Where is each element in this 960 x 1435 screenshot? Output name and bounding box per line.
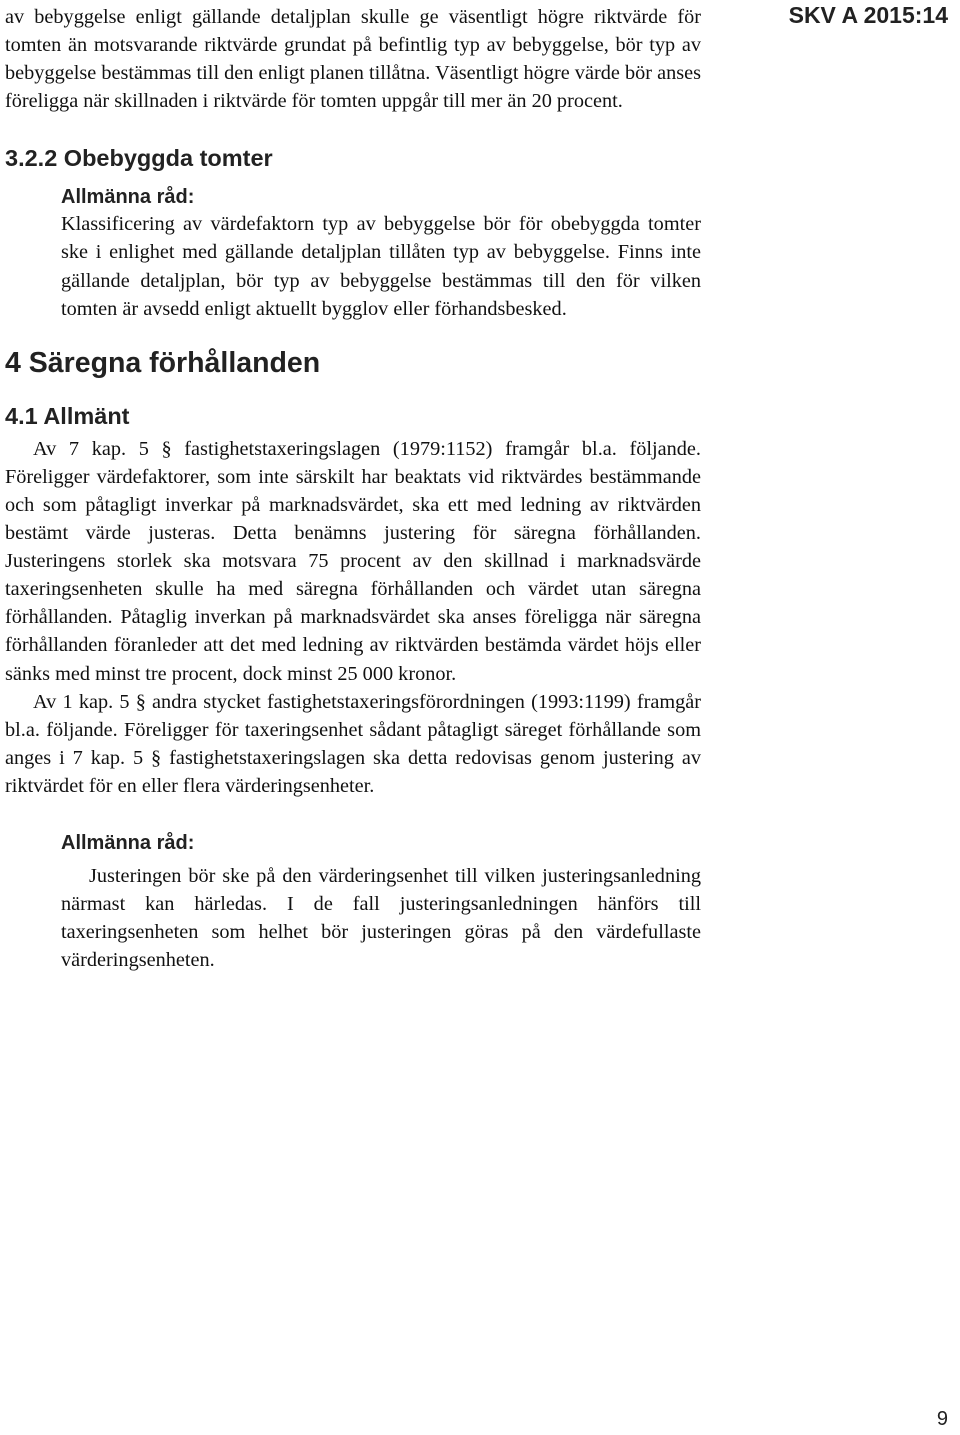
spacer bbox=[5, 323, 701, 345]
body-paragraph-regulation-excerpt: Av 1 kap. 5 § andra stycket fastighetstaxeringsförordningen (1993:1199) framgår bl.a. följande. Föreligger för taxeringsenhet sådant påtagligt säreget förhållande som anges i 7 kap. 5 § fastighetstaxeringslagen ska detta redovisas genom justering av riktvärdet för en eller flera värderingsenheter. bbox=[5, 690, 701, 797]
page-number: 9 bbox=[936, 1408, 948, 1430]
chapter-heading-4: 4 Säregna förhållanden bbox=[5, 346, 321, 379]
spacer bbox=[5, 381, 701, 401]
spacer bbox=[5, 115, 701, 143]
document-code: SKV A 2015:14 bbox=[788, 2, 948, 28]
section-heading-3-2-2: 3.2.2 Obebyggda tomter bbox=[5, 145, 273, 172]
general-advice-label: Allmänna råd: bbox=[61, 186, 195, 209]
main-content bbox=[5, 3, 701, 974]
section-heading-4-1: 4.1 Allmänt bbox=[5, 402, 130, 429]
spacer bbox=[5, 800, 701, 830]
body-paragraph-law-excerpt: Av 7 kap. 5 § fastighetstaxeringslagen (1979:1152) framgår bl.a. följande. Föreligger värdefaktorer, som inte särskilt har beaktats vid riktvärdes bestämmande och som påtagligt inverkar på marknadsvärdet, ska ett med ledning av riktvärden bestämt värde justeras. Detta benämns justering för säregna förhållanden. Justeringens storlek ska motsvara 75 procent av den skillnad i marknadsvärde taxeringsenheten skulle ha med säregna förhållanden och värdet utan säregna förhållanden. Påtaglig inverkan på marknadsvärdet ska anses föreligga när säregna förhållanden föranleder att det med ledning av riktvärden bestämda värdet höjs eller sänks med minst tre procent, dock minst 25 000 kronor. bbox=[5, 437, 701, 685]
general-advice-text: Klassificering av värdefaktorn typ av bebyggelse bör för obebyggda tomter ske i enlighet med gällande detaljplan tillåten typ av bebyggelse. Finns inte gällande detaljplan, bör typ av bebyggelse bestämmas till den för vilken tomten är avsedd enligt aktuellt bygglov eller förhandsbesked. bbox=[61, 213, 701, 320]
intro-paragraph: av bebyggelse enligt gällande detaljplan skulle ge väsentligt högre riktvärde för tomten än motsvarande riktvärde grundat på befintlig typ av bebyggelse, bör typ av bebyggelse bestämmas till den enligt planen tillåtna. Väsentligt högre värde bör anses föreligga när skillnaden i riktvärde för tomten uppgår till mer än 20 procent. bbox=[5, 6, 701, 113]
general-advice-label: Allmänna råd: bbox=[61, 831, 195, 854]
general-advice-text: Justeringen bör ske på den värderingsenhet till vilken justeringsanledning närmast kan härledas. I de fall justeringsanledningen hänförs till taxeringsenheten som helhet bör justeringen göras på den värdefullaste värderingsenheten. bbox=[61, 864, 701, 972]
spacer bbox=[5, 173, 701, 184]
